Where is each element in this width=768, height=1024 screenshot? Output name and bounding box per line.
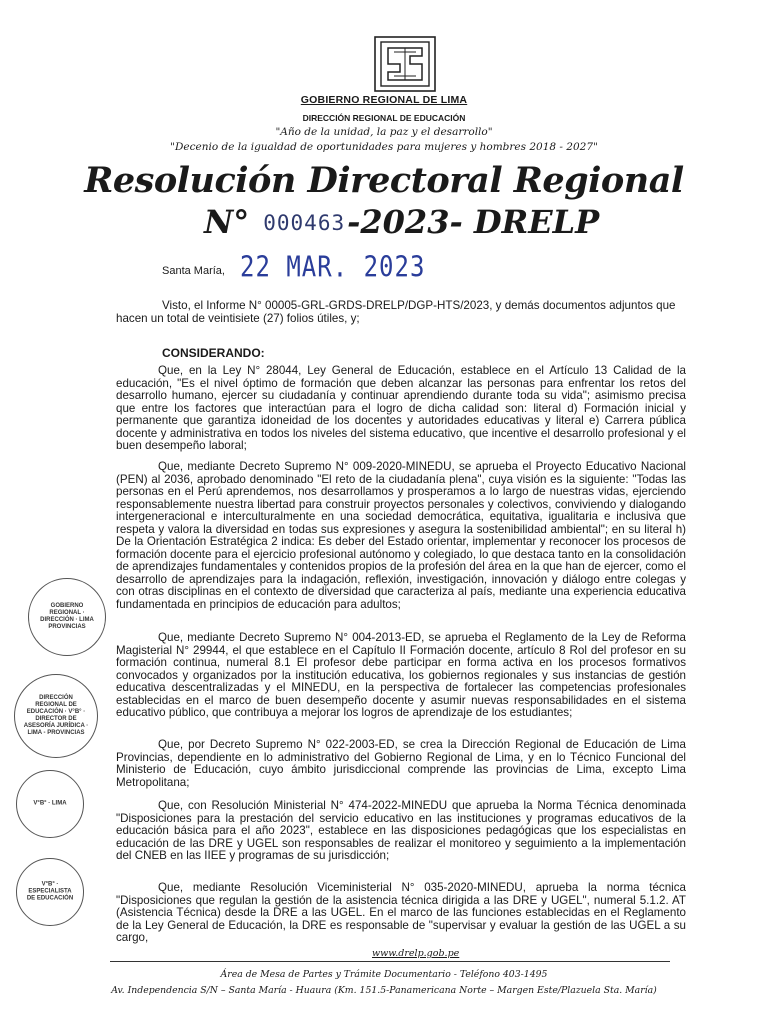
seal-text: DIRECCIÓN REGIONAL DE EDUCACIÓN · V°B° · DIRECTOR DE ASESORÍA JURÍDICA · LIMA - PROVINCIAS xyxy=(23,695,89,736)
year-motto: "Año de la unidad, la paz y el desarrollo" xyxy=(275,126,493,138)
paragraph-3 xyxy=(116,632,686,720)
seal-vobo-2 xyxy=(16,858,84,926)
seal-text: V°B° · ESPECIALISTA DE EDUCACIÓN xyxy=(26,881,74,902)
government-name: GOBIERNO REGIONAL DE LIMA xyxy=(300,94,468,106)
paragraph-6 xyxy=(116,882,686,945)
direction-name: DIRECCIÓN REGIONAL DE EDUCACIÓN xyxy=(302,113,466,123)
paragraph-text: Que, en la Ley N° 28044, Ley General de Educación, establece en el Artículo 13 Calidad de la educación, "Es el nivel óptimo de formación que deben alcanzar las personas para enfrentar los retos del desarrollo humano, ejercer su ciudadanía y continuar aprendiendo durante toda su vida"; asimismo precisa que entre los factores que interactúan para el logro de dicha calidad son: literal d) Formación inicial y permanente que garantiza idoneidad de los docentes y autoridades educativas y literal e) Carrera pública docente y administrativa en todos los niveles del sistema educativo, que incentive el desarrollo profesional y el buen desempeño laboral; xyxy=(116,364,686,452)
document-title: Resolución Directoral Regional xyxy=(84,160,684,201)
resolution-number-line xyxy=(204,203,599,241)
seal-asesoria-juridica xyxy=(14,674,98,758)
paragraph-text: Que, por Decreto Supremo N° 022-2003-ED, se crea la Dirección Regional de Educación de Lima Provincias, dependiente en lo administrativo del Gobierno Regional de Lima, y en lo Técnico Funcional del Ministerio de Educación, cuyo ámbito jurisdiccional comprende las provincias de Lima, excepto Lima Metropolitana; xyxy=(116,738,686,789)
seal-direccion xyxy=(28,578,106,656)
place-label: Santa María, xyxy=(162,265,225,277)
seal-text: GOBIERNO REGIONAL · DIRECCIÓN · LIMA PROVINCIAS xyxy=(40,603,94,630)
paragraph-2 xyxy=(116,461,686,611)
footer-divider xyxy=(110,961,670,962)
considerando-heading: CONSIDERANDO: xyxy=(162,346,265,360)
footer-line-1: Área de Mesa de Partes y Trámite Documentario - Teléfono 403-1495 xyxy=(220,969,548,980)
paragraph-text: Que, mediante Decreto Supremo N° 009-2020-MINEDU, se aprueba el Proyecto Educativo Nacional (PEN) al 2036, aprobado denominado "El reto de la ciudadanía plena", cuya visión es la siguiente: "Todas las personas en el Perú aprendemos, nos desarrollamos y prosperamos a lo largo de nuestras vidas, ejerciendo responsablemente nuestra libertad para construir proyectos personales y colectivos, conviviendo y dialogando intergeneracional e interculturalmente en una sociedad democrática, equitativa, igualitaria e inclusiva que respeta y valora la diversidad en todas sus expresiones y asegura la sostenibilidad ambiental"; en su literal h) De la Orientación Estratégica 2 indica: Es deber del Estado orientar, implementar y reconocer los procesos de formación docente para el ejercicio profesional autónomo y colegiado, lo que destaca tanto en la consolidación de aprendizajes fundamentales y contenidos propios de la profesión del área en la que han de ejercer, como el desarrollo de aprendizajes para la indagación, reflexión, investigación, innovación y diálogo entre colegas y con otras disciplinas en el contexto de diversidad que caracteriza al país, mediante una experiencia educativa fundamentada en principios de educación para adultos; xyxy=(116,460,686,611)
date-stamp: 22 MAR. 2023 xyxy=(240,250,426,284)
seal-text: V°B° · LIMA xyxy=(33,800,67,807)
seal-vobo-1 xyxy=(16,770,84,838)
paragraph-5 xyxy=(116,800,686,863)
decade-motto: "Decenio de la igualdad de oportunidades para mujeres y hombres 2018 - 2027" xyxy=(170,141,598,153)
paragraph-4 xyxy=(116,739,686,789)
visto-line-1: Visto, el Informe N° 00005-GRL-GRDS-DRELP/DGP-HTS/2023, y demás documentos adjuntos que xyxy=(162,299,676,312)
footer-url[interactable]: www.drelp.gob.pe xyxy=(372,948,460,959)
number-prefix: N° xyxy=(204,203,250,241)
resolution-number: 000463 xyxy=(263,211,346,235)
visto-line-2: hacen un total de veintisiete (27) folios útiles, y; xyxy=(116,312,360,325)
number-suffix: -2023- DRELP xyxy=(347,203,600,241)
paragraph-text: Que, mediante Decreto Supremo N° 004-2013-ED, se aprueba el Reglamento de la Ley de Reforma Magisterial N° 29944, el que establece en el Capítulo II Formación docente, artículo 8 Rol del profesor en su formación continua, numeral 8.1 El profesor debe participar en forma activa en los procesos formativos convocados y organizados por la institución educativa, los gobiernos regionales y sus instancias de gestión educativa descentralizadas y el MINEDU, en la perspectiva de fortalecer las competencias profesionales establecidas en el marco de buen desempeño docente y asumir nuevas responsabilidades en el sistema educativo público, que contribuya a mejorar los logros de aprendizaje de los estudiantes; xyxy=(116,631,686,719)
regional-government-logo xyxy=(374,36,436,92)
paragraph-text: Que, mediante Resolución Viceministerial N° 035-2020-MINEDU, aprueba la norma técnica "Disposiciones que regulan la gestión de la asistencia técnica dirigida a las DRE y UGEL", numeral 5.1.2. AT (Asistencia Técnica) desde la DRE a las UGEL. En el marco de las funciones establecidas en el Reglamento de la Ley General de Educación, la DRE es responsable de "supervisar y evaluar la gestión de las UGEL a su cargo, xyxy=(116,881,686,944)
paragraph-text: Que, con Resolución Ministerial N° 474-2022-MINEDU que aprueba la Norma Técnica denominada "Disposiciones para la prestación del servicio educativo en las instituciones y programas educativos de la educación básica para el año 2023", establece en las disposiciones pedagógicas que los especialistas en educación de las DRE y UGEL son responsables de realizar el monitoreo y seguimiento a la implementación del CNEB en las IIEE y programas de su jurisdicción; xyxy=(116,799,686,862)
footer-line-2: Av. Independencia S/N – Santa María - Huaura (Km. 151.5-Panamericana Norte – Margen Este/Plazuela Sta. María) xyxy=(111,985,657,996)
paragraph-1 xyxy=(116,365,686,453)
